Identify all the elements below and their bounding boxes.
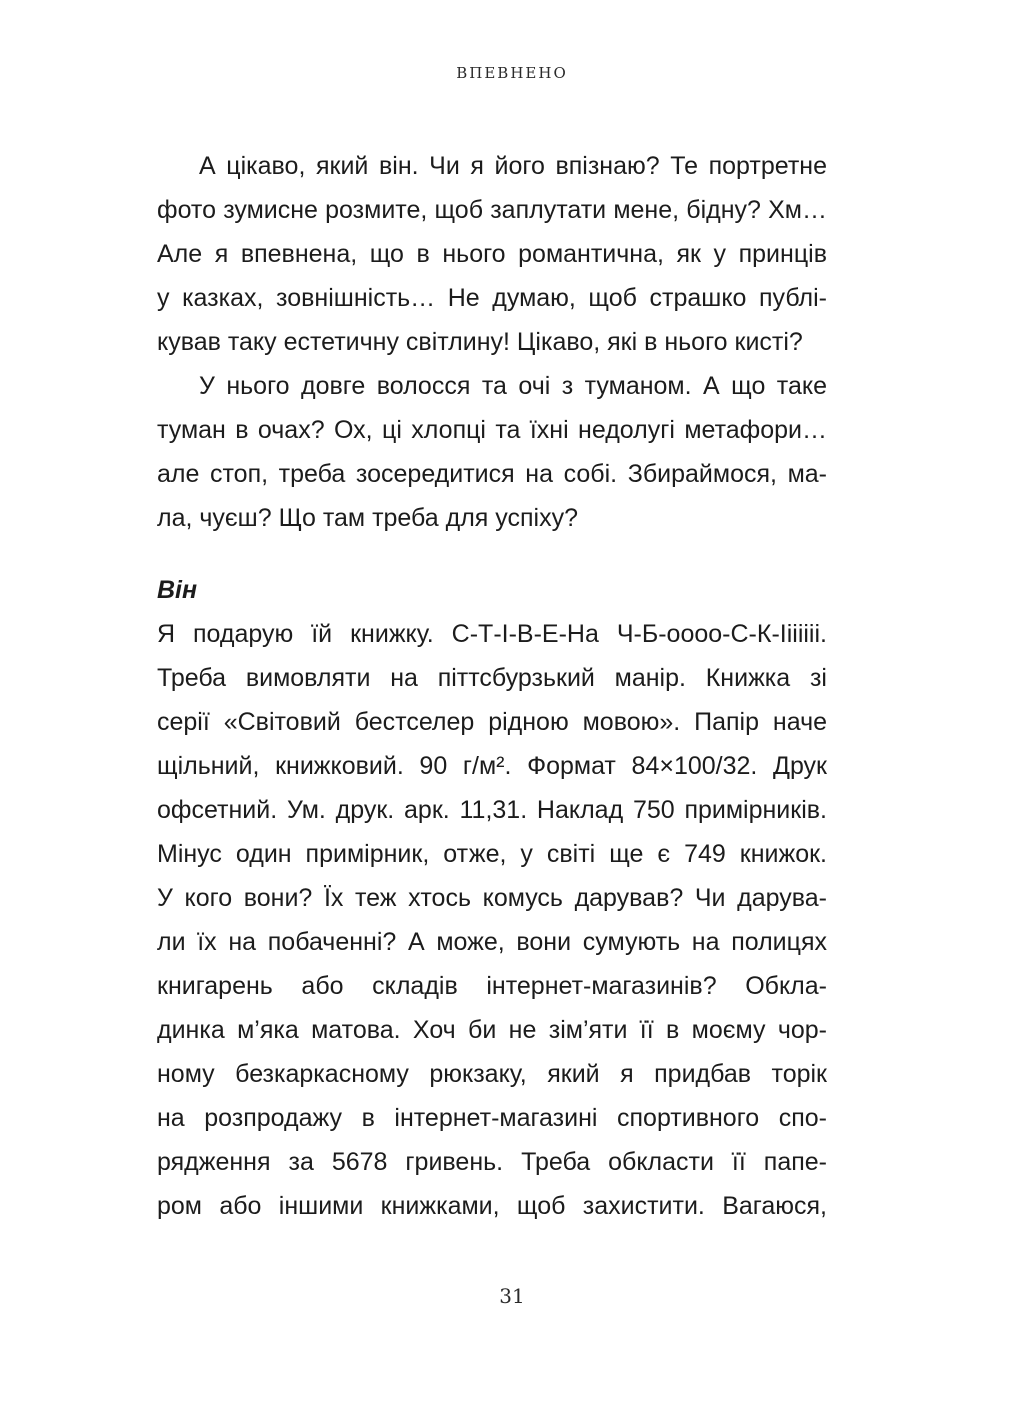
page-number: 31 xyxy=(499,1284,525,1308)
text-line: А цікаво, який він. Чи я його впізнаю? Те портретне xyxy=(199,152,827,180)
text-line: ла, чуєш? Що там треба для успіху? xyxy=(157,504,579,532)
text-line: Але я впевнена, що в нього романтична, як у принців xyxy=(157,240,827,268)
text-line: Мінус один примірник, отже, у світі ще є 749 книжок. xyxy=(157,840,827,868)
text-line: туман в очах? Ох, ці хлопці та їхні недолугі метафори… xyxy=(157,416,827,444)
text-line: але стоп, треба зосередитися на собі. Збираймося, ма- xyxy=(157,460,827,488)
section-heading: Він xyxy=(157,576,198,604)
text-line: Я подарую їй книжку. С-Т-І-В-Е-На Ч-Б-оооо-С-К-Іiiiiii. xyxy=(157,620,827,648)
paragraph xyxy=(157,364,827,540)
text-line: на розпродажу в інтернет-магазині спортивного спо- xyxy=(157,1104,827,1132)
paragraph xyxy=(157,612,827,1228)
running-head: ВПЕВНЕНО xyxy=(456,64,568,82)
text-line: серії «Світовий бестселер рідною мовою». Папір наче xyxy=(157,708,827,736)
text-line: рядження за 5678 гривень. Треба обкласти її папе- xyxy=(157,1148,827,1176)
text-line: книгарень або складів інтернет-магазинів? Обкла- xyxy=(157,972,827,1000)
text-line: динка м’яка матова. Хоч би не зім’яти її в моєму чор- xyxy=(157,1016,827,1044)
text-line: щільний, книжковий. 90 г/м². Формат 84×100/32. Друк xyxy=(157,752,827,780)
text-line: ному безкаркасному рюкзаку, який я придбав торік xyxy=(157,1060,827,1088)
text-line: офсетний. Ум. друк. арк. 11,31. Наклад 750 примірників. xyxy=(157,796,827,824)
text-line: Треба вимовляти на піттсбурзький манір. Книжка зі xyxy=(157,664,827,692)
text-block-part2 xyxy=(157,568,827,1228)
text-line: У нього довге волосся та очі з туманом. А що таке xyxy=(199,372,827,400)
text-block-part1 xyxy=(157,144,827,540)
text-line: кував таку естетичну світлину! Цікаво, які в нього кисті? xyxy=(157,328,803,356)
text-line: ром або іншими книжками, щоб захистити. Вагаюся, xyxy=(157,1192,827,1220)
text-line: фото зумисне розмите, щоб заплутати мене, бідну? Хм… xyxy=(157,196,827,224)
paragraph xyxy=(157,144,827,364)
text-line: ли їх на побаченні? А може, вони сумують на полицях xyxy=(157,928,827,956)
text-line: у казках, зовнішність… Не думаю, щоб страшко публі- xyxy=(157,284,827,312)
text-line: У кого вони? Їх теж хтось комусь дарував? Чи дарува- xyxy=(157,884,827,912)
